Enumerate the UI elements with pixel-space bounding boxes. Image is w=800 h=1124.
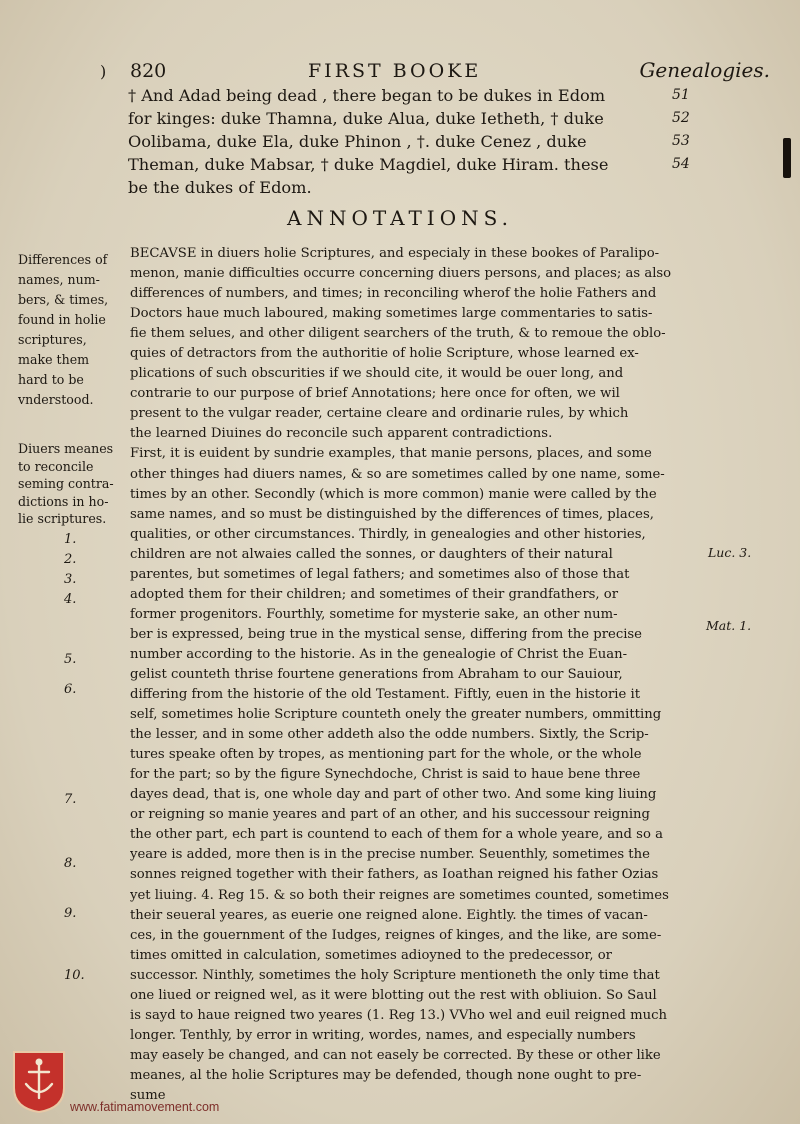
watermark-url[interactable]: www.fatimamovement.com xyxy=(70,1100,220,1114)
margin-ref-luke: Luc. 3. xyxy=(708,545,752,560)
annotation-line: parentes, but sometimes of legal fathers; and sometimes also of those that xyxy=(130,566,630,582)
annotation-line: the other part, ech part is countend to each of them for a whole yeare, and so a xyxy=(130,827,663,843)
annotation-line: other thinges had diuers names, & so are sometimes called by one name, some- xyxy=(130,466,665,482)
annotation-line: gelist counteth thrise fourtene generations from Abraham to our Sauiour, xyxy=(130,666,623,682)
annotation-line: ber is expressed, being true in the mystical sense, differing from the precise xyxy=(130,626,642,642)
annotation-line: times omitted in calculation, sometimes adioyned to the predecessor, or xyxy=(130,947,612,963)
annotation-line: their seueral yeares, as euerie one reigned alone. Eightly. the times of vacan- xyxy=(130,907,648,923)
annotation-line: children are not alwaies called the sonnes, or daughters of their natural xyxy=(130,546,613,562)
annotation-line: Doctors haue much laboured, making sometimes large commentaries to satis- xyxy=(130,306,653,322)
rule-number: 6. xyxy=(64,682,77,697)
annotation-line: tures speake often by tropes, as mentioning part for the whole, or the whole xyxy=(130,747,642,763)
verse-number: 53 xyxy=(672,133,690,149)
running-title: FIRST BOOKE xyxy=(308,60,482,82)
annotation-line: First, it is euident by sundrie examples, that manie persons, places, and some xyxy=(130,446,652,462)
annotation-line: yeare is added, more then is in the precise number. Seuenthly, sometimes the xyxy=(130,847,650,863)
annotation-line: or reigning so manie yeares and part of an other, and his successour reigning xyxy=(130,807,650,823)
rule-number: 5. xyxy=(64,652,77,667)
annotation-line: successor. Ninthly, sometimes the holy Scripture mentioneth the only time that xyxy=(130,967,660,983)
margin-note-line: seming contra- xyxy=(18,476,114,491)
annotation-line: sume xyxy=(130,1087,166,1103)
margin-note-line: lie scriptures. xyxy=(18,511,107,526)
verse-line: for kinges: duke Thamna, duke Alua, duke Ietheth, † duke xyxy=(128,109,604,128)
annotation-line: ces, in the gouernment of the Iudges, reignes of kinges, and the like, are some- xyxy=(130,927,662,943)
verse-number: 51 xyxy=(672,87,690,103)
annotation-line: BECAVSE in diuers holie Scriptures, and especialy in these bookes of Paralipo- xyxy=(130,246,660,261)
verse-line: Theman, duke Mabsar, † duke Magdiel, duke Hiram. these xyxy=(128,155,609,174)
rule-number: 10. xyxy=(64,968,85,983)
margin-note-meanes xyxy=(18,440,130,528)
annotation-line: for the part; so by the figure Synechdoche, Christ is said to haue bene three xyxy=(130,767,641,783)
verse-number: 52 xyxy=(672,110,690,126)
page-edge-mark xyxy=(783,138,791,178)
margin-note-line: Diuers meanes xyxy=(18,441,114,456)
rule-number: 7. xyxy=(64,792,77,807)
page-header xyxy=(100,58,780,84)
margin-note-line: make them xyxy=(18,352,90,367)
annotation-line: sonnes reigned together with their fathers, as Ioathan reigned his father Ozias xyxy=(130,867,659,883)
rule-number: 3. xyxy=(64,572,77,587)
margin-note-line: to reconcile xyxy=(18,458,94,474)
annotation-line: quies of detractors from the authoritie of holie Scripture, whose learned ex- xyxy=(130,346,639,362)
annotation-line: may easely be changed, and can not easely be corrected. By these or other like xyxy=(130,1047,661,1063)
margin-note-line: hard to be xyxy=(18,372,84,387)
fatima-crest-icon xyxy=(12,1050,66,1114)
annotation-line: meanes, al the holie Scriptures may be defended, though none ought to pre- xyxy=(130,1067,642,1083)
annotation-line: present to the vulgar reader, certaine cleare and ordinarie rules, by which xyxy=(130,406,629,422)
verse-line: be the dukes of Edom. xyxy=(128,178,312,197)
margin-note-differences xyxy=(18,250,130,410)
margin-note-line: names, num- xyxy=(18,272,100,287)
margin-note-line: found in holie xyxy=(18,312,106,327)
annotation-line: differing from the historie of the old Testament. Fiftly, euen in the historie it xyxy=(130,687,640,703)
margin-note-line: dictions in ho- xyxy=(18,493,109,509)
annotation-line: fie them selues, and other diligent searchers of the truth, & to remoue the oblo- xyxy=(130,326,666,342)
folio-mark: ) xyxy=(100,62,107,81)
verse-line: † And Adad being dead , there began to be dukes in Edom xyxy=(128,86,606,105)
annotation-line: the lesser, and in some other addeth also the odde numbers. Sixtly, the Scrip- xyxy=(130,727,649,743)
page-number: 820 xyxy=(130,60,167,82)
verse-numbers xyxy=(672,84,708,176)
annotation-line: the learned Diuines do reconcile such apparent contradictions. xyxy=(130,426,553,442)
annotations-heading: ANNOTATIONS. xyxy=(287,206,513,230)
annotation-line: same names, and so must be distinguished by the differences of times, places, xyxy=(130,506,654,522)
annotation-line: differences of numbers, and times; in reconciling wherof the holie Fathers and xyxy=(130,286,657,302)
rule-number: 2. xyxy=(64,552,77,567)
annotation-line: number according to the historie. As in the genealogie of Christ the Euan- xyxy=(130,646,628,662)
rule-number: 9. xyxy=(64,906,77,921)
rule-number: 4. xyxy=(64,592,77,607)
annotation-line: qualities, or other circumstances. Thirdly, in genealogies and other histories, xyxy=(130,526,646,542)
annotation-line: menon, manie difficulties occurre concerning diuers persons, and places; as also xyxy=(130,266,672,282)
annotations-body xyxy=(130,244,702,1106)
verse-line: Oolibama, duke Ela, duke Phinon , †. duke Cenez , duke xyxy=(128,132,587,151)
scripture-verses xyxy=(128,84,668,199)
annotation-line: one liued or reigned wel, as it were blotting out the rest with obliuion. So Saul xyxy=(130,987,657,1003)
annotation-line: adopted them for their children; and sometimes of their grandfathers, or xyxy=(130,586,619,602)
margin-ref-matthew: Mat. 1. xyxy=(706,618,752,633)
rule-number: 8. xyxy=(64,856,77,871)
margin-note-line: Differences of xyxy=(18,252,108,267)
annotation-line: plications of such obscurities if we should cite, it would be ouer long, and xyxy=(130,366,624,382)
margin-note-line: bers, & times, xyxy=(18,292,109,307)
rule-number: 1. xyxy=(64,532,77,547)
annotation-line: yet liuing. 4. Reg 15. & so both their reignes are sometimes counted, sometimes xyxy=(130,887,669,903)
margin-note-line: scriptures, xyxy=(18,332,87,347)
annotation-line: times by an other. Secondly (which is more common) manie were called by the xyxy=(130,486,657,502)
running-subject: Genealogies. xyxy=(639,58,770,82)
annotation-line: is sayd to haue reigned two yeares (1. Reg 13.) VVho wel and euil reigned much xyxy=(130,1007,668,1023)
annotation-line: self, sometimes holie Scripture counteth onely the greater numbers, ommitting xyxy=(130,707,662,723)
annotation-line: contrarie to our purpose of brief Annotations; here once for often, we wil xyxy=(130,386,620,402)
annotation-line: longer. Tenthly, by error in writing, wordes, names, and especially numbers xyxy=(130,1027,636,1043)
margin-note-line: vnderstood. xyxy=(18,392,94,407)
annotation-line: former progenitors. Fourthly, sometime for mysterie sake, an other num- xyxy=(130,606,618,622)
verse-number: 54 xyxy=(672,156,690,172)
annotation-line: dayes dead, that is, one whole day and part of other two. And some king liuing xyxy=(130,787,657,803)
